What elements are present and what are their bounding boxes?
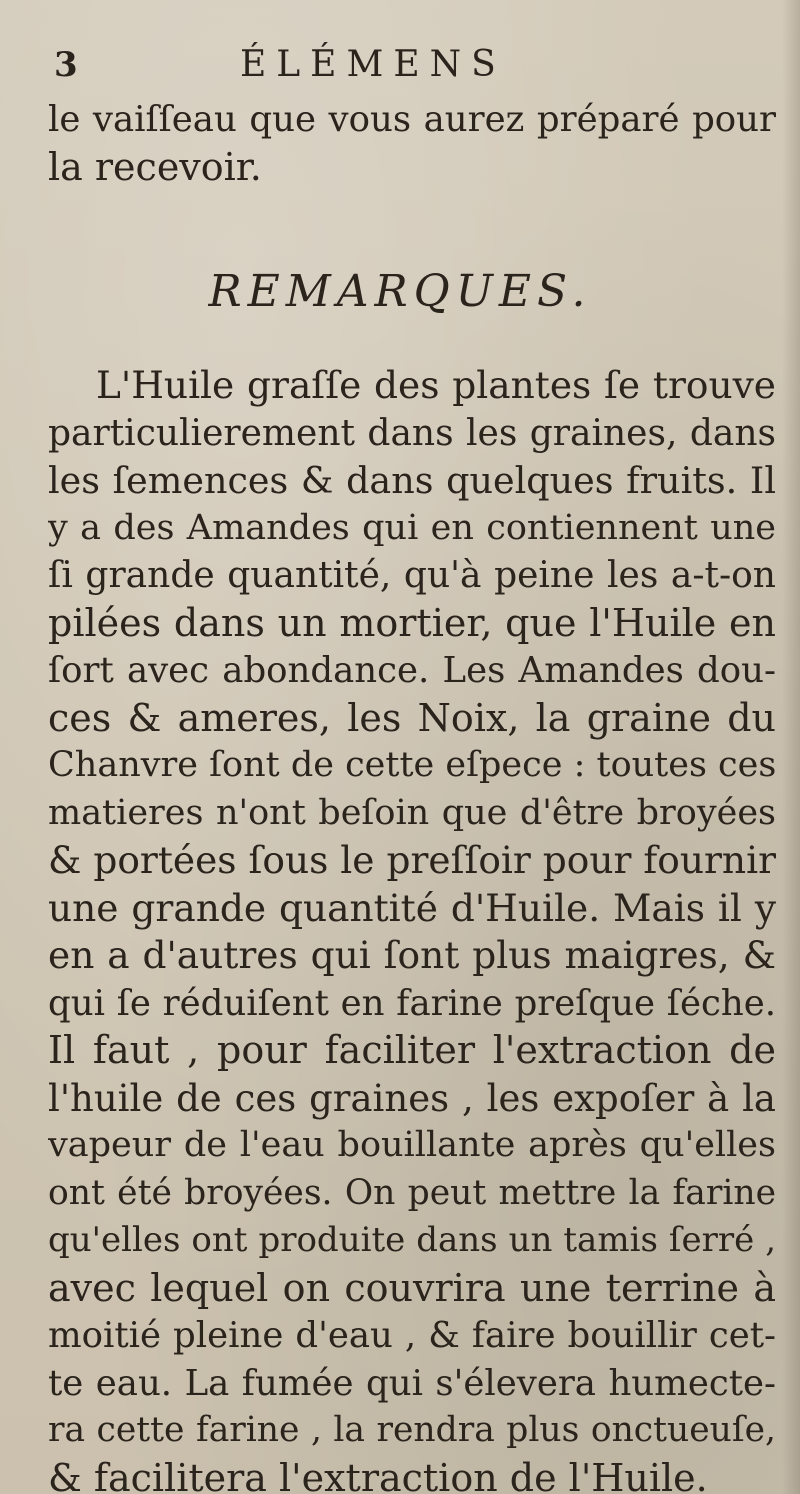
- text-line: ont été broyées. On peut mettre la farine: [48, 1172, 776, 1213]
- text-line: & portées ſous le preſſoir pour fournir: [48, 838, 776, 882]
- text-line: avec lequel on couvrira une terrine à: [48, 1265, 776, 1310]
- text-line: ra cette farine , la rendra plus onctueuſe,: [48, 1410, 776, 1450]
- text-line: ſort avec abondance. Les Amandes dou-: [48, 650, 776, 691]
- text-line: en a d'autres qui ſont plus maigres, &: [48, 933, 776, 977]
- remarks-paragraph: [48, 362, 776, 1494]
- text-line: te eau. La fumée qui s'élevera humecte-: [48, 1362, 776, 1404]
- text-line: ces & ameres, les Noix, la graine du: [48, 695, 776, 740]
- text-line: Chanvre ſont de cette eſpece : toutes ces: [48, 745, 776, 785]
- text-line: les ſemences & dans quelques fruits. Il: [48, 459, 776, 502]
- text-line: L'Huile graſſe des plantes ſe trouve: [96, 363, 776, 407]
- text-line: vapeur de l'eau bouillante après qu'elles: [48, 1125, 776, 1165]
- text-line: l'huile de ces graines , les expoſer à la: [48, 1076, 776, 1120]
- text-line: matieres n'ont beſoin que d'être broyées: [48, 792, 776, 833]
- text-line: ſi grande quantité, qu'à peine les a-t-on: [48, 555, 776, 596]
- text-line: une grande quantité d'Huile. Mais il y: [48, 885, 776, 930]
- text-line: & facilitera l'extraction de l'Huile.: [48, 1455, 708, 1494]
- page-number: 3: [54, 45, 78, 85]
- text-line: qu'elles ont produite dans un tamis ſerré ,: [48, 1220, 776, 1260]
- text-line: pilées dans un mortier, que l'Huile en: [48, 600, 776, 645]
- running-title: ÉLÉMENS: [240, 44, 506, 85]
- text-line: qui ſe réduiſent en farine preſque ſéche.: [48, 982, 776, 1024]
- running-head: [54, 40, 694, 90]
- section-heading: REMARQUES.: [208, 266, 592, 317]
- page-edge-shadow: [782, 0, 800, 1494]
- text-line: la recevoir.: [48, 144, 262, 189]
- text-line: Il faut , pour faciliter l'extraction de: [48, 1028, 776, 1072]
- text-line: le vaiſſeau que vous aurez préparé pour: [48, 99, 776, 140]
- carryover-paragraph: [48, 96, 776, 206]
- text-line: y a des Amandes qui en contiennent une: [48, 507, 776, 548]
- text-line: moitié pleine d'eau , & faire bouillir cet-: [48, 1315, 776, 1356]
- text-line: particulierement dans les graines, dans: [48, 412, 776, 454]
